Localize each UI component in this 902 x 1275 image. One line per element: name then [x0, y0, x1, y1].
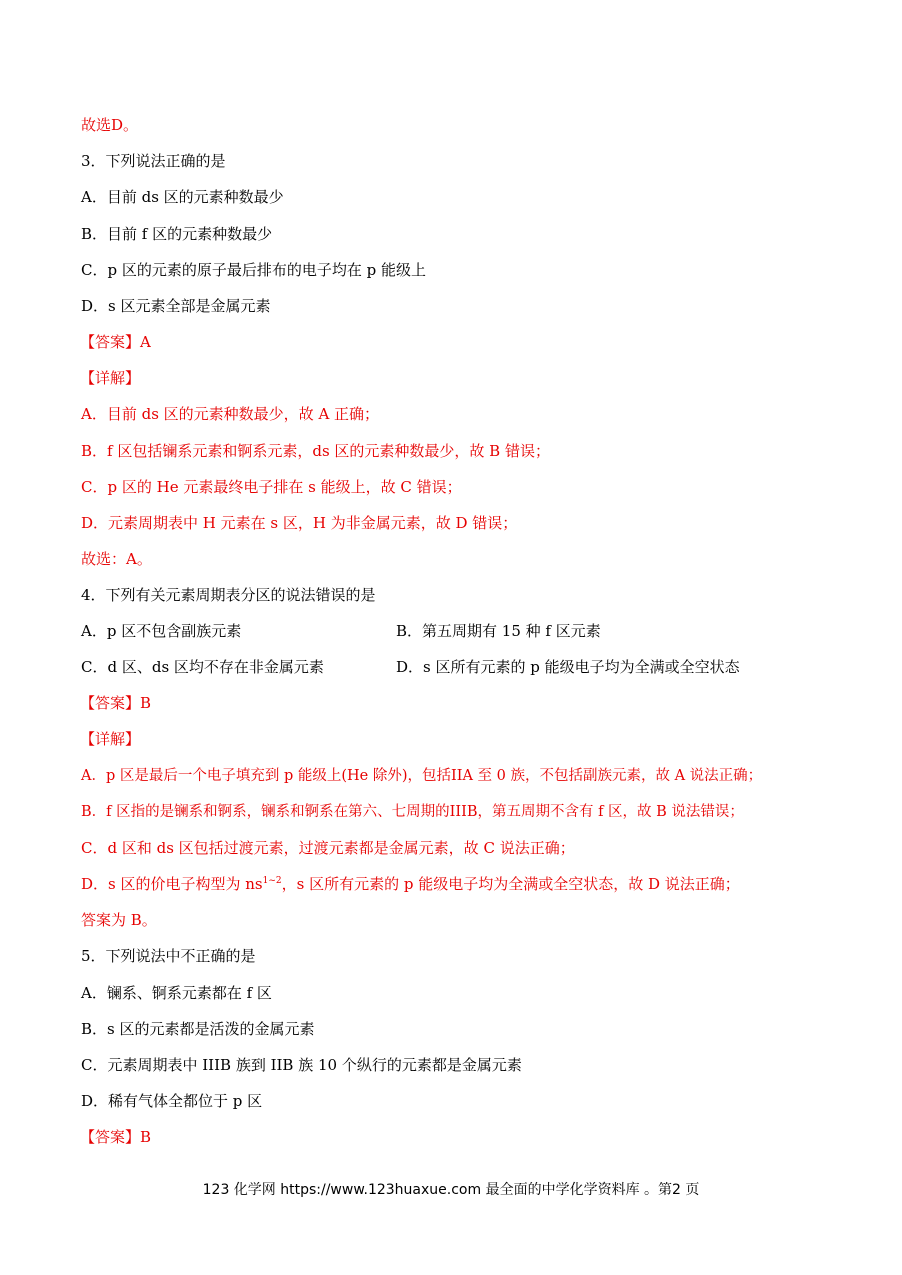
- question-3-option-d: D．s 区元素全部是金属元素: [81, 297, 271, 315]
- explanation-4-d-post: ，s 区所有元素的 p 能级电子均为全满或全空状态，故 D 说法正确；: [281, 875, 740, 893]
- page-footer: 123 化学网 https://www.123huaxue.com 最全面的中学化学资料库 。第2 页: [202, 1182, 700, 1198]
- question-5-option-b: B．s 区的元素都是活泼的金属元素: [81, 1020, 315, 1038]
- question-3-option-b: B．目前 f 区的元素种数最少: [81, 225, 273, 243]
- answer-label-5: 【答案】B: [80, 1128, 152, 1146]
- explanation-4-d-pre: D．s 区的价电子构型为 ns: [81, 875, 263, 893]
- explanation-label-3: 【详解】: [80, 369, 141, 387]
- question-5-option-a: A．镧系、锕系元素都在 f 区: [81, 984, 272, 1002]
- question-4-option-b: B．第五周期有 15 种 f 区元素: [396, 622, 601, 640]
- question-4-option-a: A．p 区不包含副族元素: [81, 622, 242, 640]
- answer-label-3: 【答案】A: [80, 333, 151, 351]
- conclusion-3: 故选：A。: [81, 550, 152, 568]
- question-4-option-d: D．s 区所有元素的 p 能级电子均为全满或全空状态: [396, 658, 740, 676]
- question-3: 3．下列说法正确的是: [81, 152, 226, 170]
- conclusion-4: 答案为 B。: [81, 911, 157, 929]
- explanation-3-b: B．f 区包括镧系元素和锕系元素，ds 区的元素种数最少，故 B 错误；: [81, 442, 550, 460]
- explanation-4-b: B．f 区指的是镧系和锕系，镧系和锕系在第六、七周期的IIIB，第五周期不含有 f 区，故 B 说法错误；: [81, 804, 744, 820]
- question-4-option-c: C．d 区、ds 区均不存在非金属元素: [81, 658, 324, 676]
- explanation-3-a: A．目前 ds 区的元素种数最少，故 A 正确；: [81, 405, 380, 423]
- explanation-label-4: 【详解】: [80, 730, 141, 748]
- superscript: 1~2: [262, 876, 282, 886]
- question-5: 5．下列说法中不正确的是: [81, 947, 256, 965]
- explanation-4-d: [81, 874, 740, 894]
- explanation-4-a: A．p 区是最后一个电子填充到 p 能级上(He 除外)，包括IIA 至 0 族，不包括副族元素，故 A 说法正确；: [81, 768, 763, 784]
- explanation-3-c: C．p 区的 He 元素最终电子排在 s 能级上，故 C 错误；: [81, 478, 462, 496]
- conclusion-text: 故选D。: [81, 116, 139, 134]
- question-5-option-d: D．稀有气体全都位于 p 区: [81, 1092, 263, 1110]
- question-5-option-c: C．元素周期表中 IIIB 族到 IIB 族 10 个纵行的元素都是金属元素: [81, 1056, 522, 1074]
- question-4: 4．下列有关元素周期表分区的说法错误的是: [81, 586, 376, 604]
- explanation-3-d: D．元素周期表中 H 元素在 s 区，H 为非金属元素，故 D 错误；: [81, 514, 518, 532]
- question-3-option-a: A．目前 ds 区的元素种数最少: [81, 188, 284, 206]
- answer-label-4: 【答案】B: [80, 694, 152, 712]
- question-3-option-c: C．p 区的元素的原子最后排布的电子均在 p 能级上: [81, 261, 426, 279]
- explanation-4-c: C．d 区和 ds 区包括过渡元素，过渡元素都是金属元素，故 C 说法正确；: [81, 839, 575, 857]
